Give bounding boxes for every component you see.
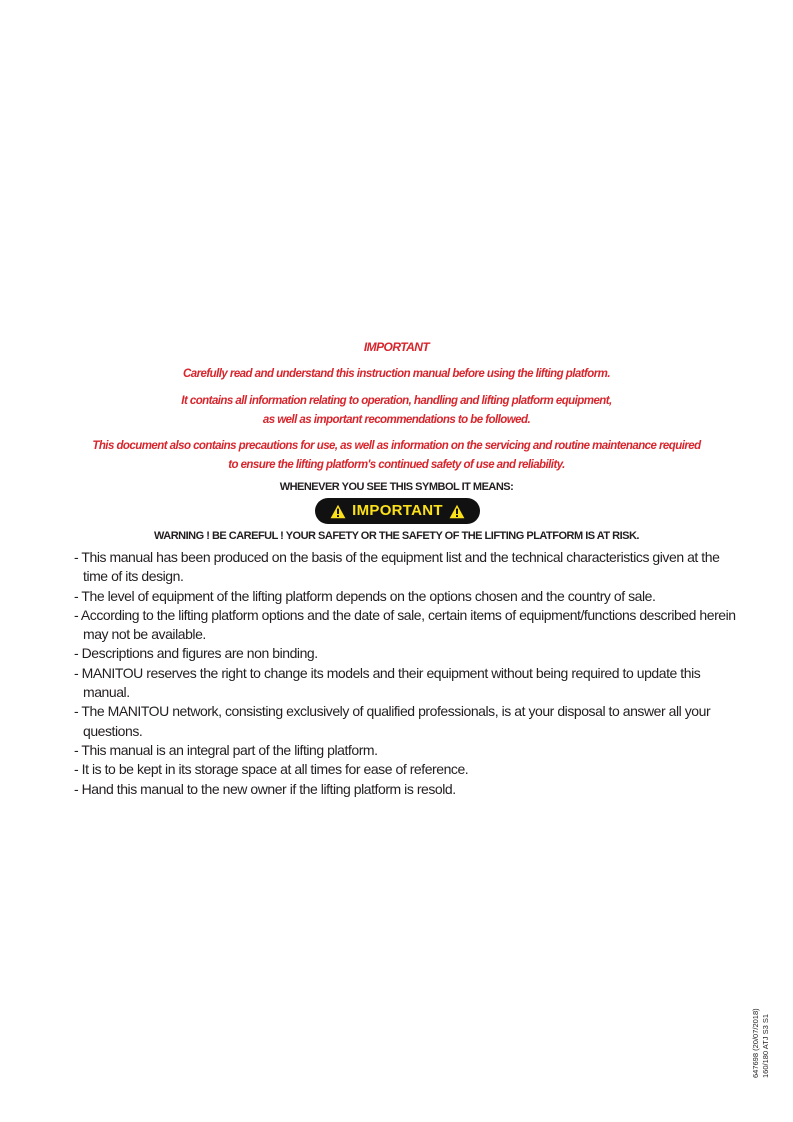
notice-title-text: IMPORTANT (363, 340, 430, 354)
document-code-line-1: 647698 (20/07/2018) (751, 1008, 760, 1078)
list-item: - The level of equipment of the lifting platform depends on the options chosen and the country of sale. (74, 587, 656, 604)
warning-statement: WARNING ! BE CAREFUL ! YOUR SAFETY OR THE SAFETY OF THE LIFTING PLATFORM IS AT RISK. (154, 530, 639, 542)
document-reference-code (751, 1008, 771, 1078)
list-item: - This manual is an integral part of the lifting platform. (74, 741, 378, 758)
symbol-intro: WHENEVER YOU SEE THIS SYMBOL IT MEANS: (279, 481, 514, 493)
notice-paragraph-3-line-2: to ensure the lifting platform's continued safety of use and reliability. (228, 459, 565, 471)
warning-triangle-icon (330, 504, 346, 519)
list-item: - Descriptions and figures are non binding. (74, 645, 318, 662)
notice-paragraph-3-line-1: This document also contains precautions for use, as well as information on the servicing and routine maintenance required (92, 440, 701, 452)
notice-paragraph-contents (0, 392, 793, 430)
important-badge-label: IMPORTANT (352, 502, 443, 519)
notice-paragraph-precautions (0, 437, 793, 475)
list-item: - According to the lifting platform options and the date of sale, certain items of equipment/functions described herein may not be available. (74, 606, 736, 643)
notice-paragraph-read-manual (0, 365, 793, 384)
list-item: - Hand this manual to the new owner if the lifting platform is resold. (74, 780, 456, 797)
list-item: - It is to be kept in its storage space at all times for ease of reference. (74, 761, 469, 778)
list-item: - The MANITOU network, consisting exclusively of qualified professionals, is at your disposal to answer all your questions. (74, 703, 711, 739)
notice-paragraph-2-line-2: as well as important recommendations to be followed. (262, 414, 531, 426)
notice-title (0, 338, 793, 357)
document-code-line-2: 160/180 ATJ S3 S1 (761, 1013, 770, 1078)
list-item: - MANITOU reserves the right to change its models and their equipment without being required to update this manual. (74, 664, 701, 701)
important-badge (315, 498, 480, 524)
list-item: - This manual has been produced on the basis of the equipment list and the technical characteristics given at the time of its design. (74, 549, 720, 585)
notice-paragraph-2-line-1: It contains all information relating to operation, handling and lifting platform equipment, (181, 395, 612, 407)
warning-triangle-icon (449, 504, 465, 519)
notice-paragraph-1-line: Carefully read and understand this instruction manual before using the lifting platform. (183, 368, 610, 380)
manual-notes-list (74, 548, 742, 799)
